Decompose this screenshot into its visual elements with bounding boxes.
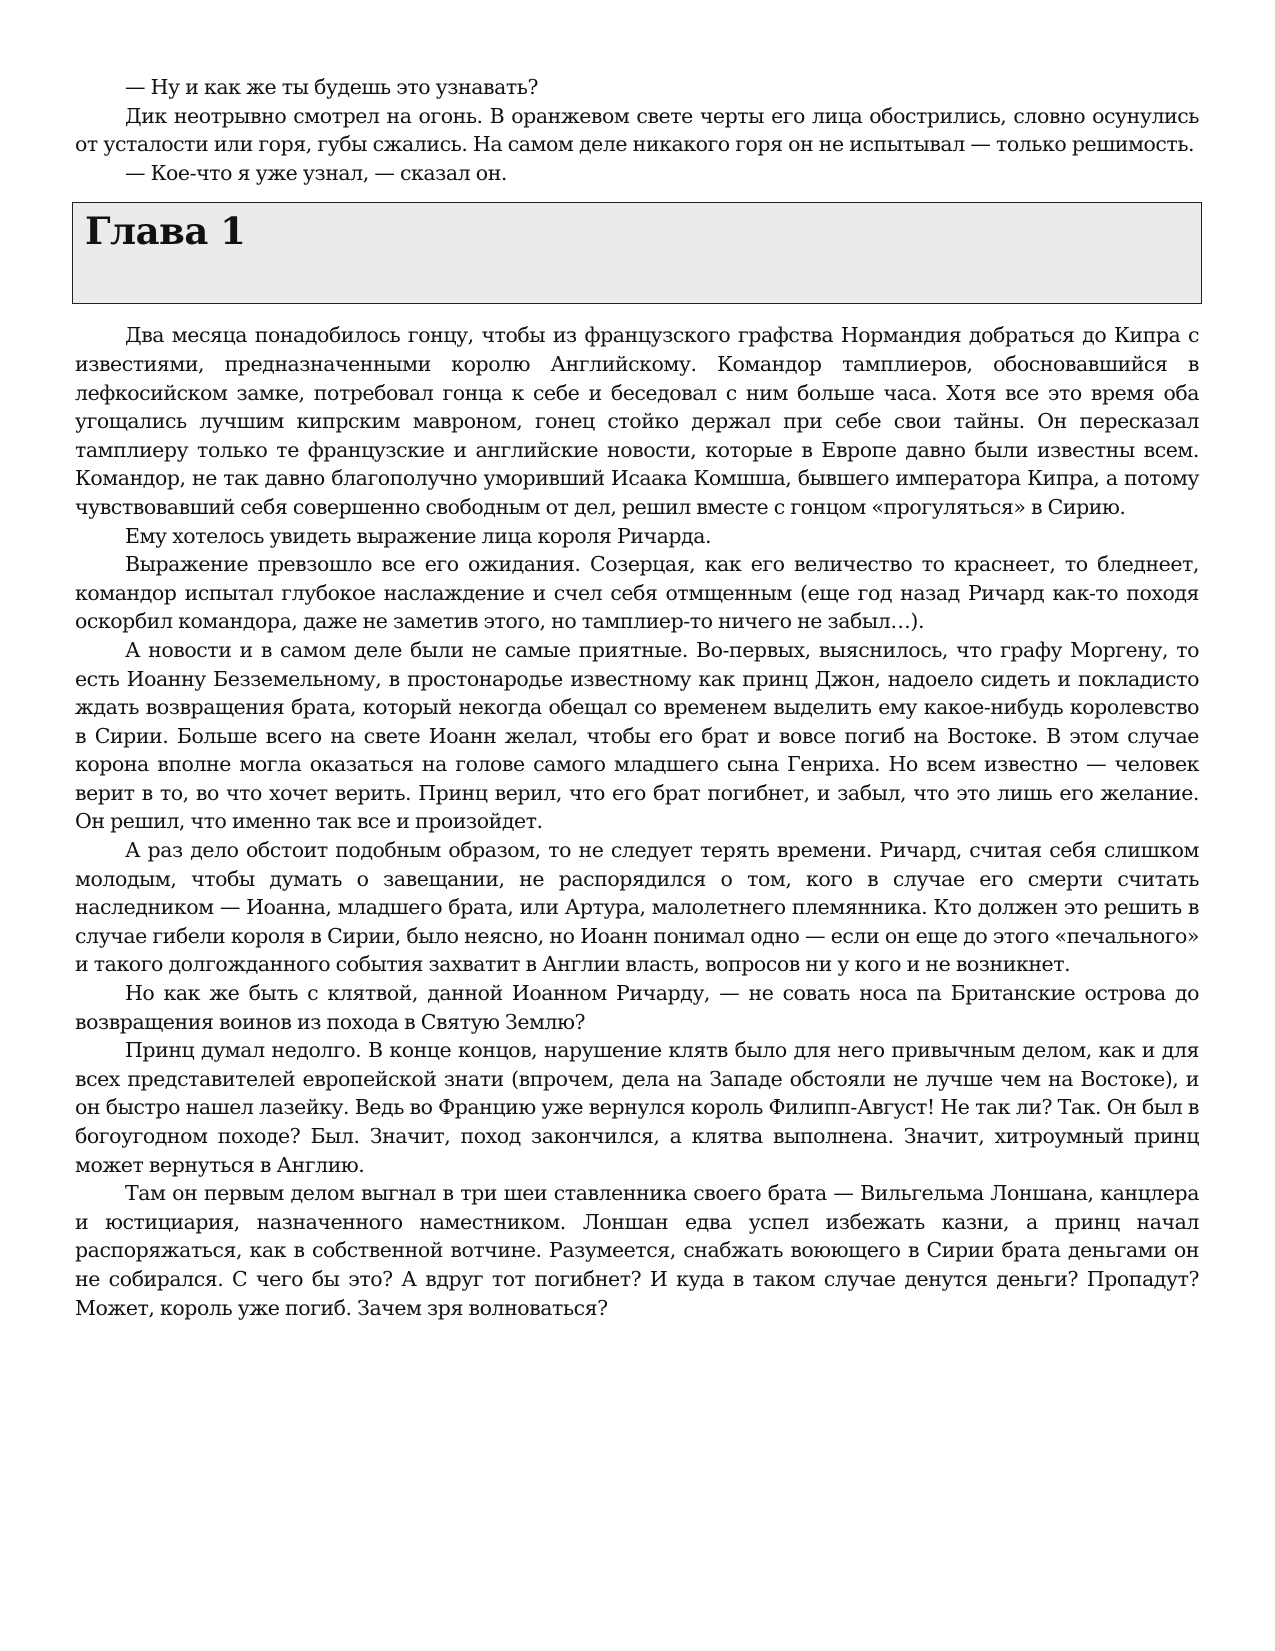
intro-paragraph-3: — Кое-что я уже узнал, — сказал он.: [125, 160, 507, 185]
chapter-heading-box: [72, 202, 1202, 304]
chapter-paragraph-5: А раз дело обстоит подобным образом, то не следует терять времени. Ричард, считая себя слишком молодым, чтобы думать о завещании, не распорядился о том, кого в случае его смерти считать наследником — Иоанна, младшего брата, или Артура, малолетнего племянника. Кто должен это решить в случае гибели короля в Сирии, было неясно, но Иоанн понимал одно — если он еще до этого «печального» и такого долгожданного события захватит в Англии власть, вопросов ни у кого и не возникнет.: [75, 838, 1199, 977]
chapter-title: Глава 1: [85, 209, 246, 254]
chapter-paragraph-1: Два месяца понадобилось гонцу, чтобы из французского графства Нормандия добраться до Кипра с известиями, предназначенными королю Английскому. Командор тамплиеров, обосновавшийся в лефкосийском замке, потребовал гонца к себе и беседовал с ним больше часа. Хотя все это время оба угощались лучшим кипрским мавроном, гонец стойко держал при себе свои тайны. Он пересказал тамплиеру только те французские и английские новости, которые в Европе давно были известны всем. Командор, не так давно благополучно уморивший Исаака Комшша, бывшего императора Кипра, а потому чувствовавший себя совершенно свободным от дел, решил вместе с гонцом «прогуляться» в Сирию.: [75, 323, 1199, 519]
chapter-paragraph-3: Выражение превзошло все его ожидания. Созерцая, как его величество то краснеет, то бледнеет, командор испытал глубокое наслаждение и счел себя отмщенным (еще год назад Ричард как-то походя оскорбил командора, даже не заметив этого, но тамплиер-то ничего не забыл…).: [75, 552, 1199, 634]
page-content: [75, 73, 1199, 1322]
chapter-paragraph-7: Принц думал недолго. В конце концов, нарушение клятв было для него привычным делом, как и для всех представителей европейской знати (впрочем, дела на Западе обстояли не лучше чем на Востоке), и он быстро нашел лазейку. Ведь во Францию уже вернулся король Филипп-Август! Не так ли? Так. Он был в богоугодном походе? Был. Значит, поход закончился, а клятва выполнена. Значит, хитроумный принц может вернуться в Англию.: [75, 1038, 1199, 1177]
chapter-paragraph-2: Ему хотелось увидеть выражение лица короля Ричарда.: [125, 523, 712, 548]
chapter-paragraph-8: Там он первым делом выгнал в три шеи ставленника своего брата — Вильгельма Лоншана, канцлера и юстициария, назначенного наместником. Лоншан едва успел избежать казни, а принц начал распоряжаться, как в собственной вотчине. Разумеется, снабжать воюющего в Сирии брата деньгами он не собирался. С чего бы это? А вдруг тот погибнет? И куда в таком случае денутся деньги? Пропадут? Может, король уже погиб. Зачем зря волноваться?: [75, 1181, 1199, 1320]
chapter-paragraph-6: Но как же быть с клятвой, данной Иоанном Ричарду, — не совать носа па Британские острова до возвращения воинов из похода в Святую Землю?: [75, 981, 1199, 1034]
chapter-paragraph-4: А новости и в самом деле были не самые приятные. Во-первых, выяснилось, что графу Моргену, то есть Иоанну Безземельному, в простонародье известному как принц Джон, надоело сидеть и покладисто ждать возвращения брата, который некогда обещал со временем выделить ему какое-нибудь королевство в Сирии. Больше всего на свете Иоанн желал, чтобы его брат и вовсе погиб на Востоке. В этом случае корона вполне могла оказаться на голове самого младшего сына Генриха. Но всем известно — человек верит в то, во что хочет верить. Принц верил, что его брат погибнет, и забыл, что это лишь его желание. Он решил, что именно так все и произойдет.: [75, 637, 1199, 834]
intro-paragraph-1: — Ну и как же ты будешь это узнавать?: [125, 75, 539, 99]
intro-paragraph-2: Дик неотрывно смотрел на огонь. В оранжевом свете черты его лица обострились, словно осунулись от усталости или горя, губы сжались. На самом деле никакого горя он не испытывал — только решимость.: [75, 103, 1199, 157]
